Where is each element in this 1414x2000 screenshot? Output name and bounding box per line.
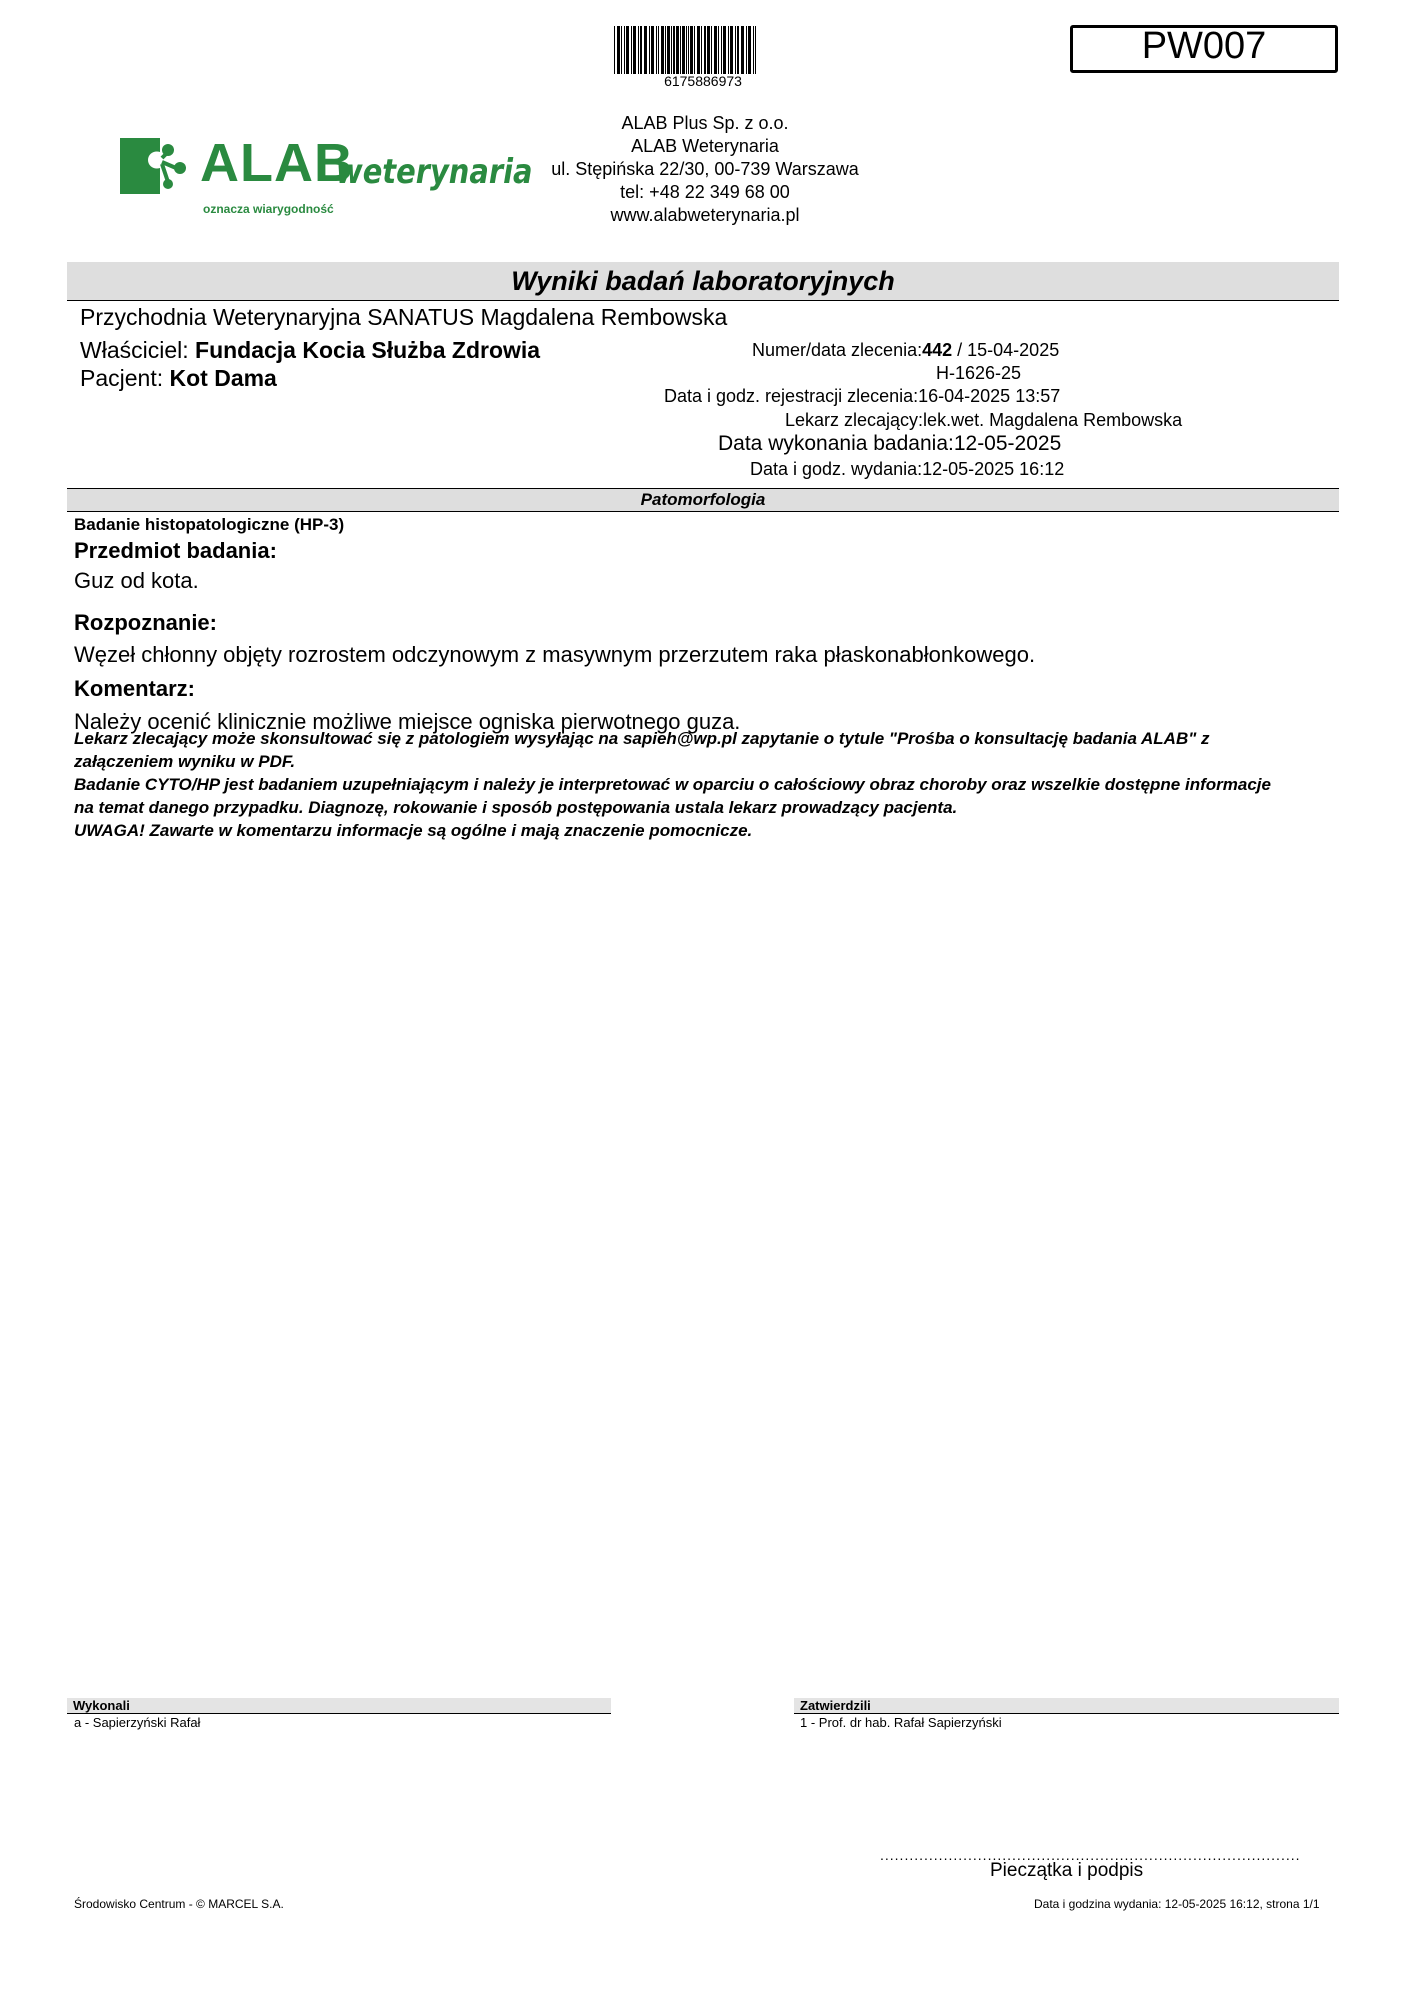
owner-label: Właściciel: xyxy=(80,337,189,363)
logo-tagline: oznacza wiarygodność xyxy=(203,202,334,216)
issue-date: Data i godz. wydania:12-05-2025 16:12 xyxy=(750,459,1065,479)
barcode-bar xyxy=(688,26,689,74)
barcode-bar xyxy=(633,26,636,74)
barcode-bar xyxy=(661,26,664,74)
order-number-label: Numer/data zlecenia: xyxy=(752,340,923,360)
barcode-bar xyxy=(723,26,726,74)
document-code: PW007 xyxy=(1070,25,1338,73)
barcode-bar xyxy=(676,26,679,74)
barcode-bar xyxy=(718,26,719,74)
barcode-bar xyxy=(694,26,695,74)
clinic-name: Przychodnia Weterynaryjna SANATUS Magdalena Rembowska xyxy=(80,304,728,330)
note-line: załączeniem wyniku w PDF. xyxy=(74,752,296,771)
barcode-bar xyxy=(730,26,733,74)
barcode-bar xyxy=(621,26,622,74)
approved-label: Zatwierdzili xyxy=(794,1698,1339,1714)
note-line: na temat danego przypadku. Diagnozę, rokowanie i sposób postępowania ustala lekarz prowadzący pacjenta. xyxy=(74,798,958,817)
case-id: H-1626-25 xyxy=(936,363,1022,383)
barcode-bar xyxy=(690,26,693,74)
barcode-bar xyxy=(614,26,615,74)
barcode-bar xyxy=(624,26,625,74)
registration-date: Data i godz. rejestracji zlecenia:16-04-2025 13:57 xyxy=(664,386,1061,406)
diagnosis-text: Węzeł chłonny objęty rozrostem odczynowym z masywnym przerzutem raka płaskonabłonkowego. xyxy=(74,642,1036,667)
barcode-bar xyxy=(638,26,639,74)
barcode-bar xyxy=(631,26,632,74)
footer-issue-info: Data i godzina wydania: 12-05-2025 16:12, strona 1/1 xyxy=(1034,1897,1320,1911)
barcode xyxy=(612,26,794,74)
barcode-bar xyxy=(656,26,657,74)
barcode-bar xyxy=(680,26,681,74)
signature-line: ...................................................................................... xyxy=(880,1847,1301,1863)
lab-name: ALAB Plus Sp. z o.o. xyxy=(621,113,789,133)
order-number xyxy=(752,340,1059,361)
barcode-bar xyxy=(746,26,747,74)
barcode-bar xyxy=(617,26,620,74)
logo-subtitle: weterynaria xyxy=(336,152,533,192)
barcode-bar xyxy=(665,26,666,74)
barcode-bar xyxy=(667,26,670,74)
barcode-bar xyxy=(671,26,672,74)
barcode-bar xyxy=(741,26,744,74)
barcode-bar xyxy=(644,26,647,74)
lab-website: www.alabweterynaria.pl xyxy=(610,205,800,225)
barcode-bar xyxy=(721,26,722,74)
page-title: Wyniki badań laboratoryjnych xyxy=(67,262,1339,301)
note-line: UWAGA! Zawarte w komentarzu informacje są ogólne i mają znaczenie pomocnicze. xyxy=(74,821,753,840)
patient-label: Pacjent: xyxy=(80,365,164,391)
patient xyxy=(80,365,277,392)
barcode-bar xyxy=(697,26,700,74)
order-number-value: 442 xyxy=(922,340,953,360)
barcode-bar xyxy=(735,26,736,74)
barcode-bar xyxy=(714,26,717,74)
barcode-bar xyxy=(682,26,685,74)
exam-name: Badanie histopatologiczne (HP-3) xyxy=(74,515,345,534)
logo-brand: ALAB xyxy=(200,133,354,193)
ordering-doctor: Lekarz zlecający:lek.wet. Magdalena Rembowska xyxy=(785,410,1183,430)
barcode-bar xyxy=(701,26,702,74)
exam-date: Data wykonania badania:12-05-2025 xyxy=(718,432,1062,455)
subject-text: Guz od kota. xyxy=(74,568,199,593)
barcode-bar xyxy=(640,26,642,74)
note-line: Badanie CYTO/HP jest badaniem uzupełniającym i należy je interpretować w oparciu o całościowy obraz choroby oraz wszelkie dostępne informacje xyxy=(74,775,1271,794)
diagnosis-label: Rozpoznanie: xyxy=(74,610,217,635)
barcode-bar xyxy=(728,26,729,74)
footer-system: Środowisko Centrum - © MARCEL S.A. xyxy=(74,1897,284,1911)
signature-label: Pieczątka i podpis xyxy=(990,1860,1144,1881)
approved-name: 1 - Prof. dr hab. Rafał Sapierzyński xyxy=(800,1715,1002,1730)
comment-label: Komentarz: xyxy=(74,676,196,701)
barcode-bar xyxy=(753,26,754,74)
order-number-date: / 15-04-2025 xyxy=(952,340,1060,360)
lab-phone: tel: +48 22 349 68 00 xyxy=(620,182,790,202)
section-title: Patomorfologia xyxy=(67,488,1339,512)
barcode-bar xyxy=(649,26,650,74)
barcode-bar xyxy=(704,26,706,74)
barcode-bar xyxy=(748,26,751,74)
barcode-bar xyxy=(686,26,687,74)
barcode-bar xyxy=(651,26,654,74)
barcode-bar xyxy=(711,26,712,74)
barcode-bar xyxy=(626,26,629,74)
alab-logo-icon xyxy=(118,136,194,196)
lab-address: ul. Stępińska 22/30, 00-739 Warszawa xyxy=(551,159,859,179)
barcode-bar xyxy=(658,26,659,74)
performed-name: a - Sapierzyński Rafał xyxy=(74,1715,201,1730)
note-line: Lekarz zlecający może skonsultować się z patologiem wysyłając na sapieh@wp.pl zapytanie o tytule "Prośba o konsultację badania ALAB" z xyxy=(74,729,1210,748)
lab-division: ALAB Weterynaria xyxy=(631,136,779,156)
barcode-bar xyxy=(755,26,756,74)
barcode-bar xyxy=(673,26,675,74)
notes xyxy=(74,727,1414,842)
patient-value: Kot Dama xyxy=(169,365,277,391)
comment-text: Należy ocenić klinicznie możliwe miejsce ogniska pierwotnego guza. xyxy=(74,709,741,734)
barcode-bar xyxy=(707,26,710,74)
performed-label: Wykonali xyxy=(67,1698,611,1714)
lab-info xyxy=(520,112,890,227)
owner xyxy=(80,337,540,364)
barcode-bar xyxy=(737,26,739,74)
subject-label: Przedmiot badania: xyxy=(74,538,277,563)
owner-value: Fundacja Kocia Służba Zdrowia xyxy=(195,337,541,363)
barcode-number: 6175886973 xyxy=(664,73,742,89)
